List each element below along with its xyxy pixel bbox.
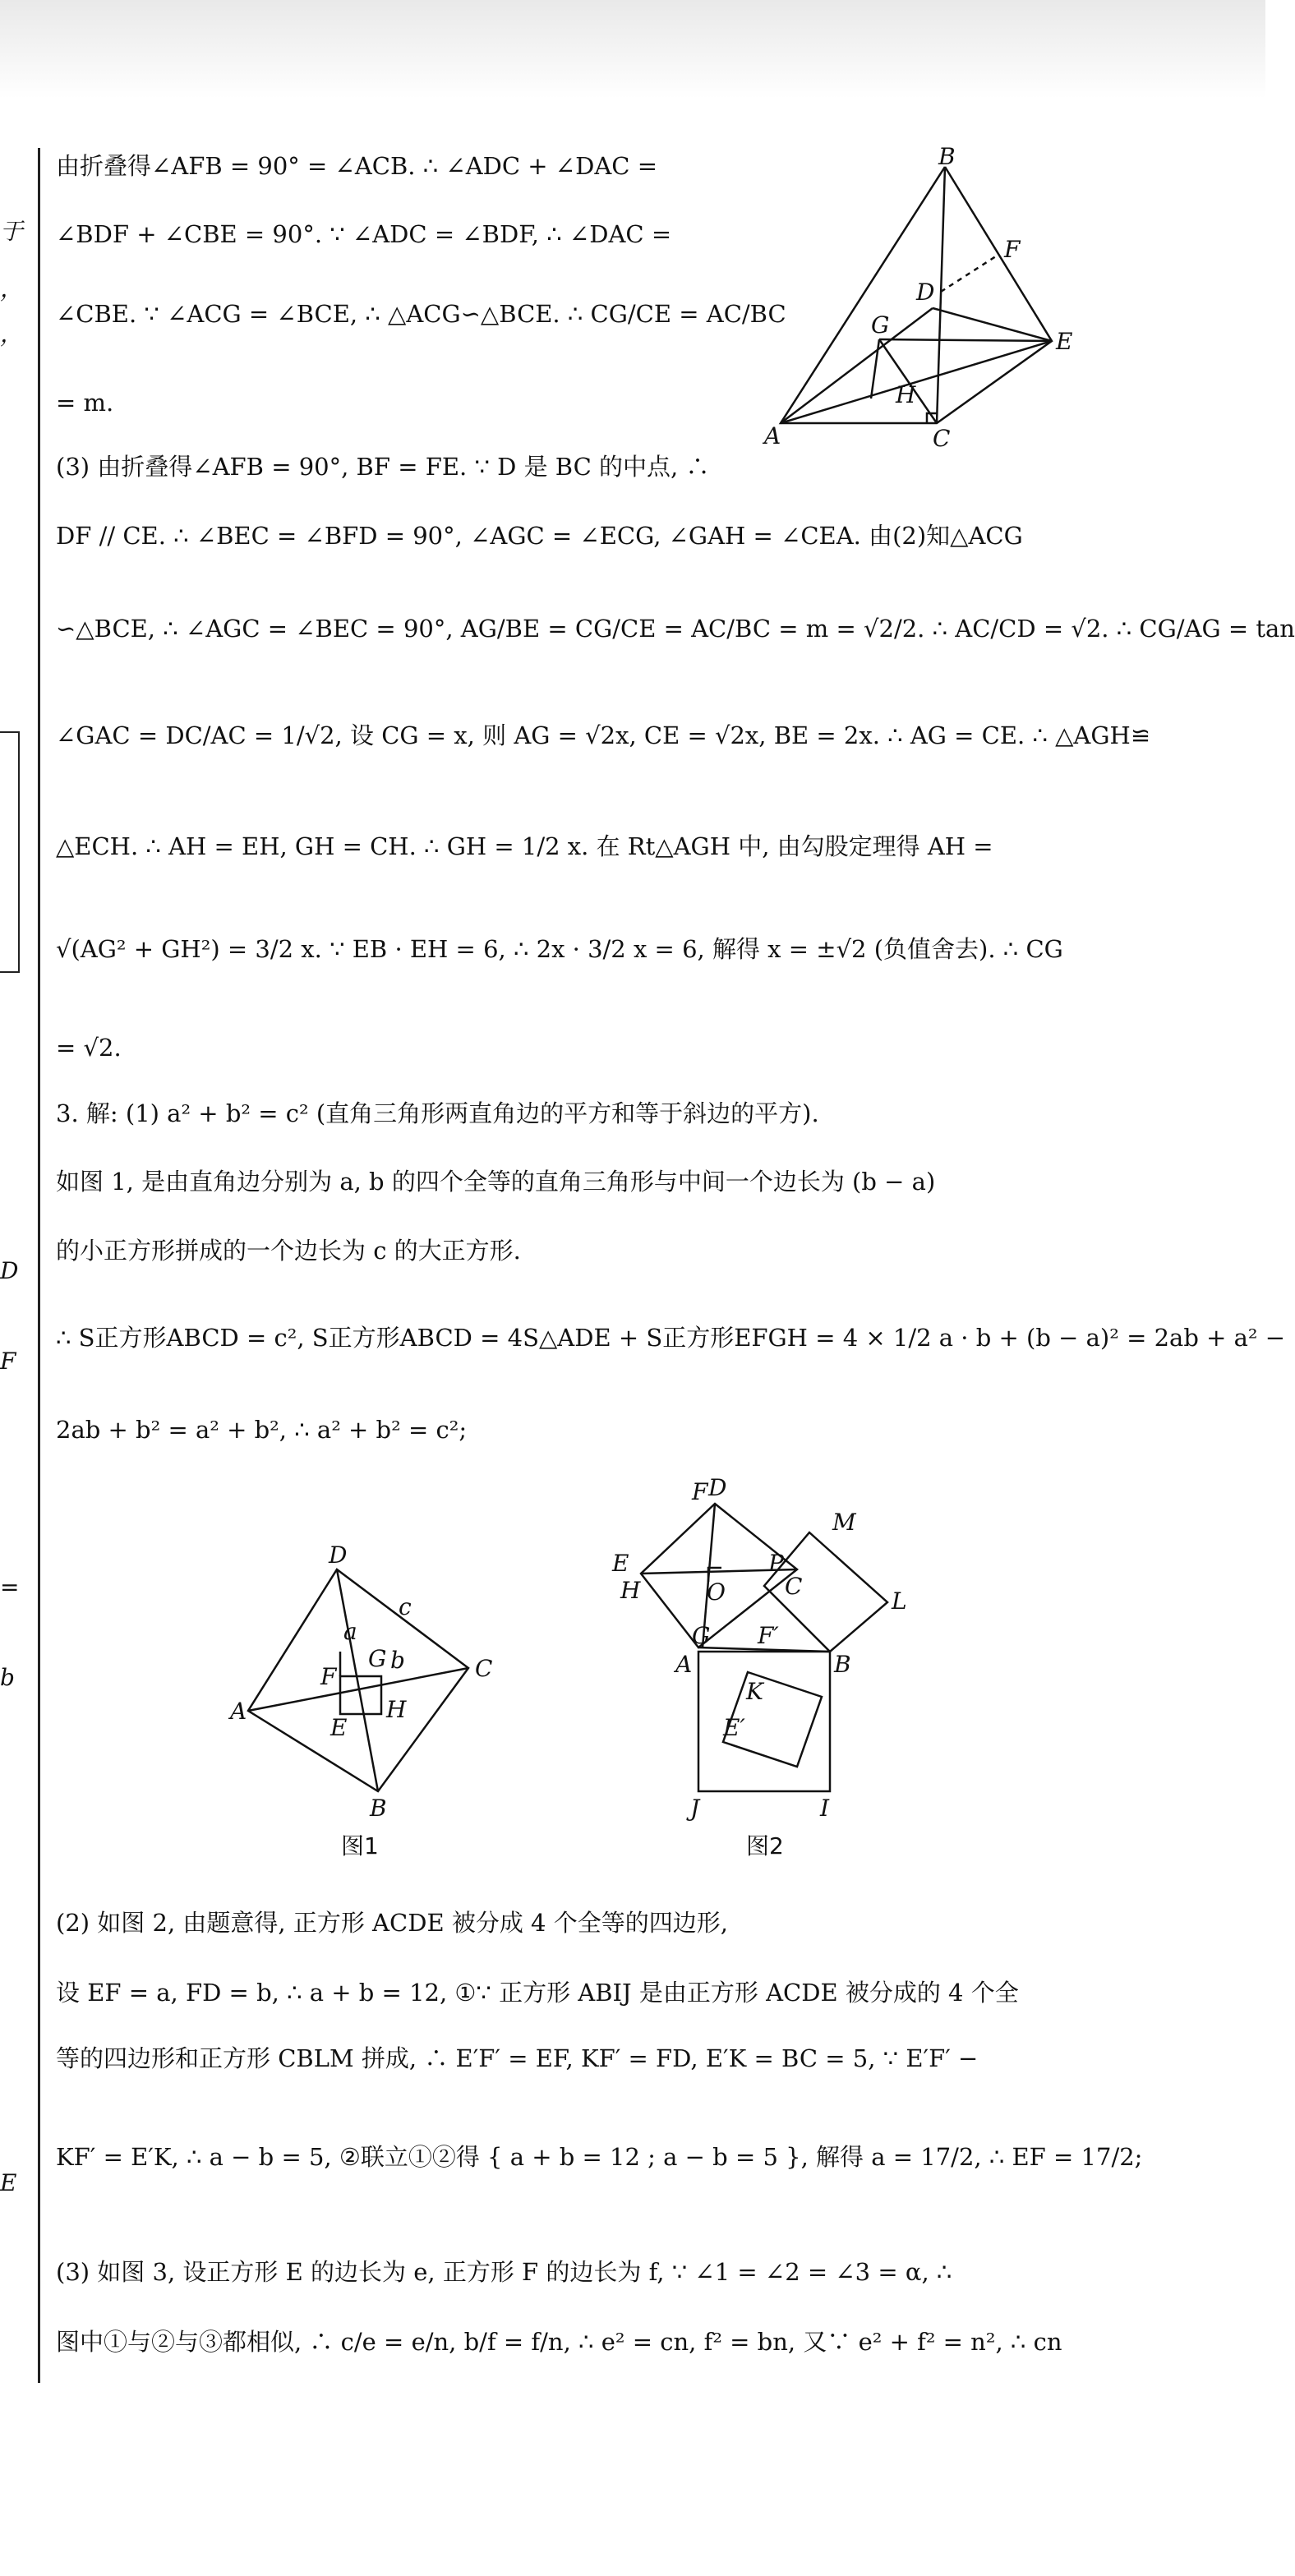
- vertex-label: F: [320, 1663, 337, 1690]
- vertex-label: M: [832, 1509, 856, 1536]
- solution-line: 的小正方形拼成的一个边长为 c 的大正方形.: [56, 1237, 521, 1265]
- vertex-label: G: [368, 1645, 387, 1672]
- left-edge-char: F: [0, 1348, 16, 1375]
- vertex-label: F: [1004, 236, 1021, 263]
- solution-line: √(AG² + GH²) = 3/2 x. ∵ EB · EH = 6, ∴ 2x · 3/2 x = 6, 解得 x = ±√2 (负值舍去). ∴ CG: [56, 935, 1063, 963]
- vertex-label: H: [386, 1696, 407, 1723]
- vertex-label: E: [1056, 328, 1073, 355]
- side-label: c: [399, 1593, 412, 1620]
- left-edge-char: D: [0, 1257, 19, 1284]
- figure-1-pythagoras: [230, 1541, 493, 1824]
- vertex-label: C: [475, 1655, 493, 1682]
- vertex-label: A: [764, 422, 781, 449]
- vertex-label: B: [370, 1795, 387, 1822]
- solution-line: = m.: [56, 389, 114, 417]
- vertex-label: D: [916, 279, 935, 306]
- vertex-label: O: [707, 1578, 726, 1606]
- solution-line: = √2.: [56, 1034, 122, 1062]
- solution-line: ∠CBE. ∵ ∠ACG = ∠BCE, ∴ △ACG∽△BCE. ∴ CG/CE = AC/BC: [56, 300, 786, 328]
- solution-line: (3) 如图 3, 设正方形 E 的边长为 e, 正方形 F 的边长为 f, ∵ ∠1 = ∠2 = ∠3 = α, ∴: [56, 2258, 952, 2286]
- vertex-label: F′: [758, 1622, 779, 1649]
- left-edge-char: ，: [0, 275, 24, 302]
- vertex-label: J: [690, 1795, 700, 1822]
- left-edge-char: E: [0, 2169, 17, 2196]
- page-gutter-line: [38, 148, 40, 2383]
- figure-1-caption: 图1: [341, 1832, 379, 1859]
- solution-line: ∴ S正方形ABCD = c², S正方形ABCD = 4S△ADE + S正方形EFGH = 4 × 1/2 a · b + (b − a)² = 2ab + a² −: [56, 1324, 1286, 1352]
- left-edge-char: ，: [0, 320, 24, 348]
- vertex-label: K: [746, 1678, 763, 1705]
- solution-line: ∠GAC = DC/AC = 1/√2, 设 CG = x, 则 AG = √2x, CE = √2x, BE = 2x. ∴ AG = CE. ∴ △AGH≌: [56, 721, 1151, 749]
- triangle-fold-figure: [764, 143, 1073, 460]
- vertex-label: F: [692, 1478, 708, 1505]
- figure-2-square-dissection: [600, 1474, 945, 1824]
- solution-line: (3) 由折叠得∠AFB = 90°, BF = FE. ∵ D 是 BC 的中点, ∴: [56, 453, 710, 481]
- vertex-label: E: [612, 1550, 629, 1577]
- solution-line: KF′ = E′K, ∴ a − b = 5, ②联立①②得 { a + b = 12 ; a − b = 5 }, 解得 a = 17/2, ∴ EF = 17/2;: [56, 2143, 1143, 2171]
- vertex-label: C: [785, 1573, 803, 1600]
- solution-line: △ECH. ∴ AH = EH, GH = CH. ∴ GH = 1/2 x. 在 Rt△AGH 中, 由勾股定理得 AH =: [56, 832, 993, 860]
- solution-line: 2ab + b² = a² + b², ∴ a² + b² = c²;: [56, 1416, 468, 1444]
- vertex-label: E: [330, 1714, 348, 1741]
- solution-line: DF // CE. ∴ ∠BEC = ∠BFD = 90°, ∠AGC = ∠ECG, ∠GAH = ∠CEA. 由(2)知△ACG: [56, 522, 1023, 550]
- vertex-label: C: [933, 425, 951, 452]
- vertex-label: A: [675, 1651, 693, 1678]
- solution-line: ∠BDF + ∠CBE = 90°. ∵ ∠ADC = ∠BDF, ∴ ∠DAC =: [56, 220, 672, 248]
- vertex-label: H: [896, 381, 916, 408]
- vertex-label: P: [768, 1550, 784, 1577]
- vertex-label: B: [938, 143, 956, 170]
- solution-line: 由折叠得∠AFB = 90° = ∠ACB. ∴ ∠ADC + ∠DAC =: [56, 152, 658, 180]
- vertex-label: B: [834, 1651, 851, 1678]
- scan-top-shadow: [0, 0, 1265, 99]
- figure-2-caption: 图2: [746, 1832, 784, 1859]
- solution-line: ∽△BCE, ∴ ∠AGC = ∠BEC = 90°, AG/BE = CG/CE = AC/BC = m = √2/2. ∴ AC/CD = √2. ∴ CG/AG = tan: [56, 615, 1295, 643]
- side-label: a: [343, 1618, 357, 1645]
- vertex-label: L: [892, 1588, 907, 1615]
- vertex-label: D: [708, 1474, 727, 1501]
- vertex-label: E′: [723, 1714, 745, 1741]
- side-label: b: [390, 1647, 405, 1674]
- left-edge-char: b: [0, 1664, 15, 1691]
- left-edge-char: 于: [0, 218, 24, 245]
- solution-line: 设 EF = a, FD = b, ∴ a + b = 12, ①∵ 正方形 ABIJ 是由正方形 ACDE 被分成的 4 个全: [56, 1979, 1019, 2007]
- vertex-label: H: [620, 1577, 641, 1604]
- vertex-label: G: [871, 311, 890, 339]
- solution-line: 3. 解: (1) a² + b² = c² (直角三角形两直角边的平方和等于斜边的平方).: [56, 1099, 819, 1127]
- solution-line: 如图 1, 是由直角边分别为 a, b 的四个全等的直角三角形与中间一个边长为 (b − a): [56, 1168, 936, 1196]
- vertex-label: G: [692, 1622, 711, 1649]
- vertex-label: D: [329, 1541, 348, 1569]
- left-edge-figure-fragment: [0, 731, 20, 973]
- vertex-label: A: [230, 1698, 247, 1725]
- left-edge-char: =: [0, 1574, 20, 1601]
- solution-line: 等的四边形和正方形 CBLM 拼成, ∴ E′F′ = EF, KF′ = FD, E′K = BC = 5, ∵ E′F′ −: [56, 2044, 979, 2072]
- solution-line: 图中①与②与③都相似, ∴ c/e = e/n, b/f = f/n, ∴ e² = cn, f² = bn, 又∵ e² + f² = n², ∴ cn: [56, 2328, 1062, 2356]
- vertex-label: I: [820, 1795, 830, 1822]
- solution-line: (2) 如图 2, 由题意得, 正方形 ACDE 被分成 4 个全等的四边形,: [56, 1909, 728, 1937]
